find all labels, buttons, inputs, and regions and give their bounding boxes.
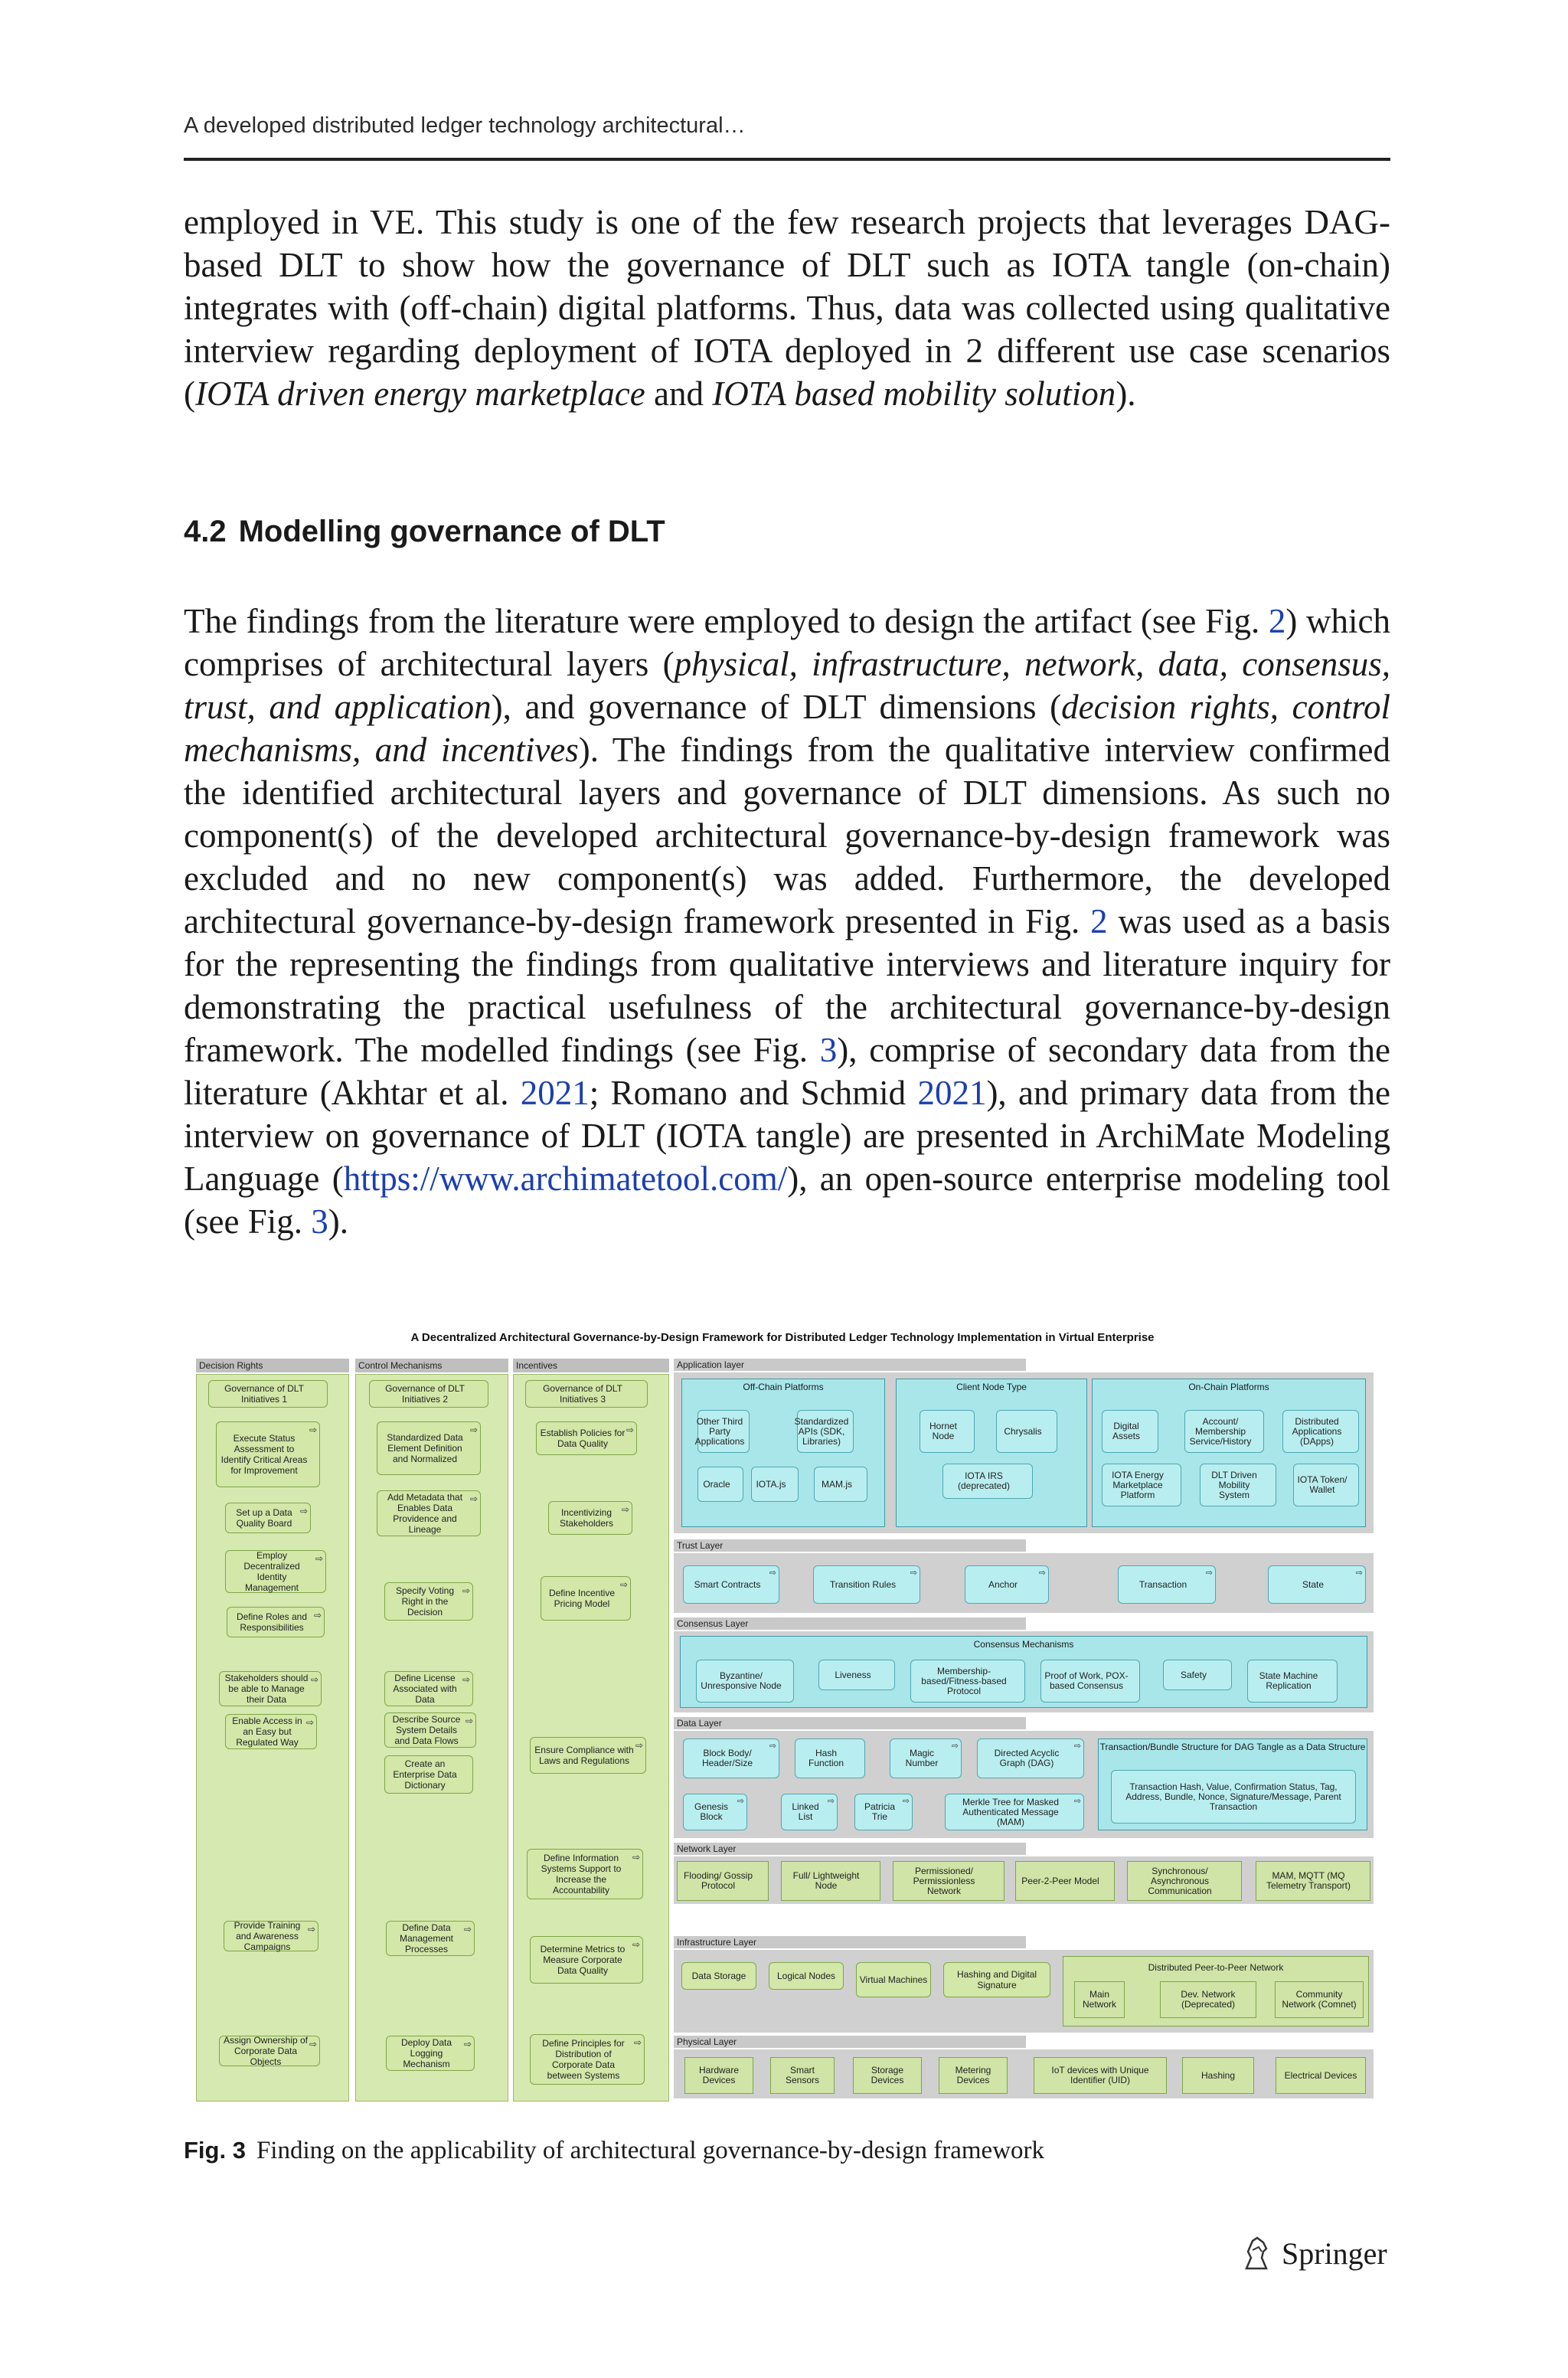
onchain-platforms-group: On-Chain Platforms Digital Assets Account/ Membership Service/History Distributed Applications (DApps) IOTA Energy Marketplace Platform DLT Driven Mobility System IOTA Token/ Wallet xyxy=(1092,1379,1366,1527)
decision-item: Set up a Data Quality Board ⇨ xyxy=(225,1503,311,1533)
physical-item: IoT devices with Unique Identifier (UID) xyxy=(1034,2057,1167,2094)
control-item: Describe Source System Details and Data Flows ⇨ xyxy=(384,1712,476,1748)
running-header: A developed distributed ledger technology architectural… xyxy=(184,113,746,138)
offchain-item: Other Third Party Applications xyxy=(697,1410,750,1453)
physical-item: Hardware Devices xyxy=(684,2057,753,2094)
arrow-icon: ⇨ xyxy=(299,1506,308,1516)
client-node-type-group: Client Node Type Hornet Node Chrysalis IOTA IRS (deprecated) xyxy=(896,1379,1087,1527)
incentive-item: Governance of DLT Initiatives 3 xyxy=(525,1380,648,1408)
onchain-item: IOTA Energy Marketplace Platform xyxy=(1102,1464,1181,1506)
fig3-link-2[interactable]: 3 xyxy=(311,1202,328,1241)
network-layer-header: Network Layer xyxy=(674,1843,1026,1855)
network-item: MAM, MQTT (MQ Telemetry Transport) xyxy=(1256,1861,1370,1901)
consensus-layer xyxy=(674,1631,1374,1712)
figure-title: A Decentralized Architectural Governance-by-Design Framework for Distributed Ledger Technology Implementation in Virtual Enterprise xyxy=(410,1331,1155,1344)
decision-item: Assign Ownership of Corporate Data Objects ⇨ xyxy=(219,2036,320,2066)
physical-item: Metering Devices xyxy=(939,2057,1008,2094)
header-rule xyxy=(184,158,1390,161)
data-item: Block Body/ Header/Size ⇨ xyxy=(683,1739,779,1778)
onchain-item: Account/ Membership Service/History xyxy=(1184,1410,1264,1453)
arrow-icon: ⇨ xyxy=(309,1425,317,1435)
arrow-icon: ⇨ xyxy=(307,1924,315,1935)
client-item: IOTA IRS (deprecated) xyxy=(942,1464,1033,1499)
physical-item: Storage Devices xyxy=(853,2057,922,2094)
consensus-item: Liveness xyxy=(818,1660,895,1690)
data-item: Hash Function xyxy=(795,1739,865,1778)
network-item: Synchronous/ Asynchronous Communication xyxy=(1127,1861,1242,1901)
consensus-mechanisms-group: Consensus Mechanisms Byzantine/ Unresponsive Node Liveness Membership-based/Fitness-based Protocol Proof of Work, POX-based Consensus Safety State Machine Replication xyxy=(680,1636,1367,1708)
infrastructure-layer-header: Infrastructure Layer xyxy=(674,1936,1026,1948)
infra-item: Hashing and Digital Signature xyxy=(943,1962,1050,1997)
consensus-item: State Machine Replication xyxy=(1247,1660,1338,1703)
fig2-link[interactable]: 2 xyxy=(1268,602,1286,640)
trust-layer xyxy=(674,1553,1374,1613)
trust-item: State ⇨ xyxy=(1268,1565,1366,1604)
physical-layer xyxy=(674,2049,1374,2098)
data-item: Genesis Block ⇨ xyxy=(683,1794,747,1830)
figure-3 xyxy=(190,1331,1375,2105)
arrow-icon: ⇨ xyxy=(633,2037,642,2048)
decision-item: Enable Access in an Easy but Regulated Way ⇨ xyxy=(225,1714,317,1749)
network-item: Permissioned/ Permissionless Network xyxy=(893,1861,1004,1901)
offchain-item: MAM.js xyxy=(814,1467,867,1502)
application-layer-header: Application layer xyxy=(674,1359,1026,1371)
trust-layer-header: Trust Layer xyxy=(674,1539,1026,1552)
infra-item: Logical Nodes xyxy=(769,1962,844,1990)
p2p-item: Dev. Network (Deprecated) xyxy=(1160,1981,1256,2018)
publisher-name: Springer xyxy=(1282,2236,1387,2271)
incentives-header: Incentives xyxy=(513,1359,669,1372)
bundle-structure-group: Transaction/Bundle Structure for DAG Tangle as a Data Structure Transaction Hash, Value, Confirmation Status, Tag, Address, Bundle, Nonce, Signature/Message, Parent Transaction xyxy=(1098,1739,1367,1830)
section-title: Modelling governance of DLT xyxy=(238,515,665,548)
fig2-link-2[interactable]: 2 xyxy=(1090,902,1108,940)
decision-rights-header: Decision Rights xyxy=(196,1359,349,1372)
physical-layer-header: Physical Layer xyxy=(674,2036,1026,2048)
network-layer xyxy=(674,1856,1374,1904)
fig3-link[interactable]: 3 xyxy=(819,1031,838,1069)
trust-item: Anchor ⇨ xyxy=(965,1565,1049,1604)
onchain-item: IOTA Token/ Wallet xyxy=(1293,1464,1359,1506)
springer-horse-icon xyxy=(1240,2235,1272,2272)
citation-akhtar-link[interactable]: 2021 xyxy=(520,1074,590,1112)
section-number: 4.2 xyxy=(184,515,227,548)
consensus-layer-header: Consensus Layer xyxy=(674,1617,1026,1630)
trust-item: Smart Contracts ⇨ xyxy=(683,1565,779,1604)
control-item: Governance of DLT Initiatives 2 xyxy=(369,1380,488,1408)
data-item: Merkle Tree for Masked Authenticated Message (MAM) ⇨ xyxy=(945,1794,1084,1830)
arrow-icon: ⇨ xyxy=(309,2039,317,2049)
control-item: Add Metadata that Enables Data Providence and Lineage ⇨ xyxy=(377,1490,481,1536)
section-heading xyxy=(184,515,665,549)
trust-item: Transaction ⇨ xyxy=(1118,1565,1216,1604)
incentive-item: Incentivizing Stakeholders ⇨ xyxy=(548,1501,632,1535)
incentive-item: Determine Metrics to Measure Corporate Data Quality ⇨ xyxy=(530,1936,643,1984)
caption-label: Fig. 3 xyxy=(184,2137,246,2164)
p2p-network-group: Distributed Peer-to-Peer Network Main Network Dev. Network (Deprecated) Community Network (Comnet) xyxy=(1063,1956,1369,2026)
offchain-item: Standardized APIs (SDK, Libraries) xyxy=(797,1410,854,1453)
client-item: Hornet Node xyxy=(920,1410,975,1453)
arrow-icon: ⇨ xyxy=(310,1674,318,1685)
client-item: Chrysalis xyxy=(996,1410,1057,1453)
incentive-item: Ensure Compliance with Laws and Regulations ⇨ xyxy=(530,1737,646,1774)
decision-item: Governance of DLT Initiatives 1 xyxy=(208,1380,328,1408)
offchain-item: IOTA.js xyxy=(751,1467,799,1502)
consensus-item: Safety xyxy=(1163,1660,1232,1690)
onchain-item: Distributed Applications (DApps) xyxy=(1282,1410,1359,1453)
decision-item: Provide Training and Awareness Campaigns ⇨ xyxy=(224,1921,318,1951)
network-item: Flooding/ Gossip Protocol xyxy=(677,1861,769,1901)
consensus-item: Byzantine/ Unresponsive Node xyxy=(696,1660,794,1703)
data-item: Magic Number ⇨ xyxy=(890,1739,962,1778)
publisher-logo xyxy=(1240,2235,1387,2272)
control-item: Define License Associated with Data ⇨ xyxy=(384,1671,473,1706)
data-layer xyxy=(674,1731,1374,1838)
arrow-icon: ⇨ xyxy=(463,1924,472,1935)
incentive-item: Establish Policies for Data Quality ⇨ xyxy=(536,1421,637,1455)
infra-item: Data Storage xyxy=(681,1962,756,1990)
arrow-icon: ⇨ xyxy=(315,1553,323,1564)
incentive-item: Define Incentive Pricing Model ⇨ xyxy=(541,1576,631,1621)
decision-item: Execute Status Assessment to Identify Critical Areas for Improvement ⇨ xyxy=(216,1421,320,1487)
figure-caption xyxy=(184,2137,1044,2165)
control-item: Create an Enterprise Data Dictionary xyxy=(384,1755,473,1794)
offchain-item: Oracle xyxy=(697,1467,743,1502)
offchain-platforms-group: Off-Chain Platforms Other Third Party Applications Standardized APIs (SDK, Libraries) Oracle IOTA.js MAM.js xyxy=(681,1379,885,1527)
arrow-icon: ⇨ xyxy=(462,1585,470,1596)
arrow-icon: ⇨ xyxy=(635,1740,643,1751)
p2p-item: Main Network xyxy=(1074,1981,1125,2018)
arrow-icon: ⇨ xyxy=(462,1674,470,1685)
caption-text: Finding on the applicability of architectural governance-by-design framework xyxy=(256,2137,1045,2164)
paragraph-2: The findings from the literature were employed to design the artifact (see Fig. 2) which comprises of architectural layers (physical, infrastructure, network, data, consensus, trust, and application), and governance of DLT dimensions (decision rights, control mechanisms, and incentives). The findings from the qualitative interview confirmed the identified architectural layers and governance of DLT dimensions. As such no component(s) of the developed architectural governance-by-design framework was excluded and no new component(s) was added. Furthermore, the developed architectural governance-by-design framework presented in Fig. 2 was used as a basis for the representing the findings from qualitative interviews and literature inquiry for demonstrating the practical usefulness of the architectural governance-by-design framework. The modelled findings (see Fig. 3), comprise of secondary data from the literature (Akhtar et al. 2021; Romano and Schmid 2021), and primary data from the interview on governance of DLT (IOTA tangle) are presented in ArchiMate Modeling Language (https://www.archimatetool.com/), an open-source enterprise modeling tool (see Fig. 3). xyxy=(184,602,1390,1241)
arrow-icon: ⇨ xyxy=(621,1504,629,1515)
control-mechanisms-header: Control Mechanisms xyxy=(355,1359,508,1372)
physical-item: Hashing xyxy=(1182,2057,1254,2094)
arrow-icon: ⇨ xyxy=(463,2039,472,2049)
consensus-item: Membership-based/Fitness-based Protocol xyxy=(910,1660,1025,1703)
archimate-url-link[interactable]: https://www.archimatetool.com/ xyxy=(343,1160,788,1198)
arrow-icon: ⇨ xyxy=(632,1939,640,1950)
p2p-item: Community Network (Comnet) xyxy=(1275,1981,1364,2018)
incentive-item: Define Principles for Distribution of Corporate Data between Systems ⇨ xyxy=(530,2034,645,2085)
arrow-icon: ⇨ xyxy=(469,1493,478,1504)
control-item: Define Data Management Processes ⇨ xyxy=(386,1921,475,1956)
citation-romano-link[interactable]: 2021 xyxy=(917,1074,987,1112)
application-layer xyxy=(674,1372,1374,1533)
infrastructure-layer xyxy=(674,1950,1374,2033)
physical-item: Electrical Devices xyxy=(1276,2057,1366,2094)
arrow-icon: ⇨ xyxy=(469,1425,478,1435)
data-item: Directed Acyclic Graph (DAG) ⇨ xyxy=(977,1739,1084,1778)
control-item: Standardized Data Element Definition and Normalized ⇨ xyxy=(377,1421,481,1475)
network-item: Full/ Lightweight Node xyxy=(781,1861,880,1901)
physical-item: Smart Sensors xyxy=(770,2057,835,2094)
network-item: Peer-2-Peer Model xyxy=(1015,1861,1115,1901)
arrow-icon: ⇨ xyxy=(465,1716,473,1726)
data-item: Linked List ⇨ xyxy=(781,1794,838,1830)
trust-item: Transition Rules ⇨ xyxy=(813,1565,920,1604)
consensus-item: Proof of Work, POX-based Consensus xyxy=(1040,1660,1140,1703)
arrow-icon: ⇨ xyxy=(305,1717,314,1728)
decision-item: Stakeholders should be able to Manage their Data ⇨ xyxy=(219,1671,322,1706)
bundle-body: Transaction Hash, Value, Confirmation Status, Tag, Address, Bundle, Nonce, Signature/Message, Parent Transaction xyxy=(1111,1770,1356,1824)
data-layer-header: Data Layer xyxy=(674,1717,1026,1729)
control-item: Deploy Data Logging Mechanism ⇨ xyxy=(386,2036,475,2071)
data-item: Patricia Trie ⇨ xyxy=(854,1794,913,1830)
arrow-icon: ⇨ xyxy=(619,1579,628,1590)
infra-item: Virtual Machines xyxy=(856,1962,931,1997)
paragraph-1: employed in VE. This study is one of the few research projects that leverages DAG-based DLT to show how the governance of DLT such as IOTA tangle (on-chain) integrates with (off-chain) digital platforms. Thus, data was collected using qualitative interview regarding deployment of IOTA deployed in 2 different use case scenarios (IOTA driven energy marketplace and IOTA based mobility solution). xyxy=(184,203,1390,413)
decision-item: Define Roles and Responsibilities ⇨ xyxy=(227,1607,325,1637)
incentive-item: Define Information Systems Support to Increase the Accountability ⇨ xyxy=(527,1849,643,1899)
onchain-item: DLT Driven Mobility System xyxy=(1200,1464,1276,1506)
arrow-icon: ⇨ xyxy=(632,1852,640,1863)
control-item: Specify Voting Right in the Decision ⇨ xyxy=(384,1582,473,1621)
decision-item: Employ Decentralized Identity Management ⇨ xyxy=(225,1550,326,1593)
arrow-icon: ⇨ xyxy=(313,1610,322,1621)
arrow-icon: ⇨ xyxy=(626,1425,634,1435)
onchain-item: Digital Assets xyxy=(1102,1410,1158,1453)
